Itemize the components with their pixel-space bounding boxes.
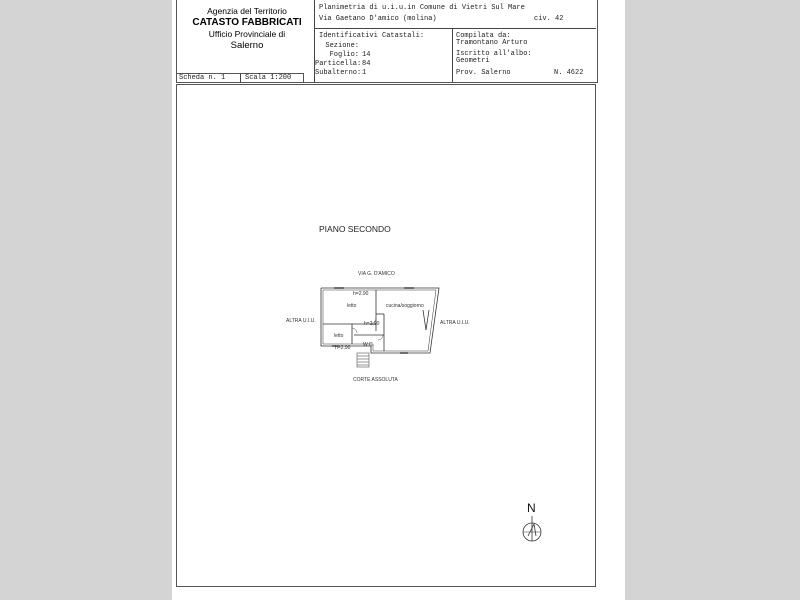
civic-number: civ. 42: [534, 15, 564, 23]
registration-number: N. 4622: [554, 69, 584, 77]
cadastral-sheet: [172, 0, 625, 600]
subalterno-value: 1: [362, 69, 367, 77]
stair-icon: [357, 353, 369, 367]
agency-name: Agenzia del Territorio: [207, 6, 287, 16]
room-kitchen: cucina/soggiorno: [386, 303, 424, 309]
room-wc: W.C.: [363, 342, 374, 348]
compilata-value: Tramontano Arturo: [456, 39, 528, 47]
height-label-1: h=2.90: [353, 291, 369, 297]
particella-label: Particella:: [315, 60, 362, 68]
right-neighbor-label: ALTRA U.I.U.: [440, 320, 470, 326]
sezione-label: Sezione:: [325, 42, 359, 50]
floor-title: PIANO SECONDO: [319, 224, 391, 234]
height-label-3: h=2.90: [335, 345, 351, 351]
foglio-label: Foglio:: [329, 51, 359, 59]
compilata-label: Compilata da:: [456, 32, 511, 40]
courtyard-label: CORTE ASSOLUTA: [353, 377, 398, 383]
height-label-2: h=2.90: [364, 321, 380, 327]
scheda-number: Scheda n. 1: [179, 74, 226, 82]
iscritto-value: Geometri: [456, 57, 490, 65]
particella-value: 84: [362, 60, 371, 68]
foglio-value: 14: [362, 51, 371, 59]
room-bedroom-1: letto: [347, 303, 357, 309]
identificativi-title: Identificativi Catastali:: [319, 32, 425, 40]
outer-wall: [321, 288, 439, 353]
catasto-title: CATASTO FABBRICATI: [192, 17, 302, 28]
room-bedroom-2: letto: [334, 333, 344, 339]
subalterno-label: Subalterno:: [315, 69, 362, 77]
scale-label: Scala 1:200: [245, 74, 292, 82]
street-label: VIA G. D'AMICO: [358, 271, 395, 277]
floor-plan: [312, 280, 452, 370]
ufficio-label: Ufficio Provinciale di: [208, 29, 286, 39]
province-label: Prov. Salerno: [456, 69, 511, 77]
street-address: Via Gaetano D'amico (molina): [319, 15, 437, 23]
north-arrow-icon: [520, 514, 544, 544]
iscritto-label: Iscritto all'albo:: [456, 50, 532, 58]
planimetria-text: Planimetria di u.i.u.in Comune di Vietri Sul Mare: [319, 4, 525, 12]
north-label: N: [527, 501, 536, 515]
left-neighbor-label: ALTRA U.I.U.: [286, 318, 316, 324]
city-name: Salerno: [230, 40, 264, 51]
